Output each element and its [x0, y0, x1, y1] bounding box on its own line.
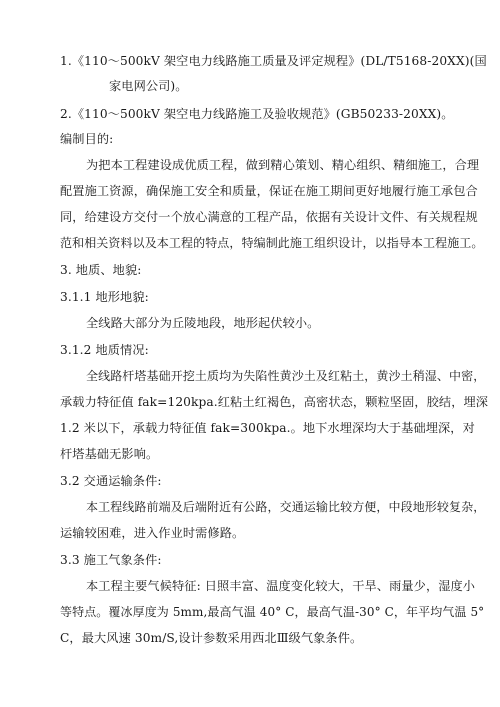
purpose-paragraph-line-1: 为把本工程建设成优质工程，做到精心策划、精心组织、精细施工，合理 — [86, 158, 480, 172]
purpose-paragraph-line-4: 范和相关资料以及本工程的特点，特编制此施工组织设计，以指导本工程施工。 — [60, 236, 484, 250]
section-3-2-heading: 3.2 交通运输条件: — [60, 474, 162, 488]
purpose-paragraph-line-2: 配置施工资源，确保施工安全和质量，保证在施工期间更好地履行施工承包合 — [60, 184, 478, 198]
section-3-heading: 3. 地质、地貌: — [60, 263, 142, 277]
reference-2: 2.《110～500kV 架空电力线路施工及验收规范》(GB50233-20XX)。 — [60, 107, 454, 121]
section-3-1-2-heading: 3.1.2 地质情况: — [60, 343, 149, 357]
purpose-paragraph-line-3: 同，给建设方交付一个放心满意的工程产品，依据有关设计文件、有关规程规 — [60, 210, 478, 224]
reference-1-line-2: 家电网公司)。 — [109, 79, 188, 93]
section-3-1-1-heading: 3.1.1 地形地貌: — [60, 290, 149, 304]
section-3-3-line-1: 本工程主要气候特征: 日照丰富、温度变化较大，干旱、雨量少，湿度小 — [86, 579, 476, 593]
reference-1-line-1: 1.《110～500kV 架空电力线路施工质量及评定规程》(DL/T5168-20XX)(国 — [60, 54, 487, 68]
section-3-2-line-2: 运输较困难，进入作业时需修路。 — [60, 526, 245, 540]
section-3-3-line-3: C，最大风速 30m/S,设计参数采用西北Ⅲ级气象条件。 — [60, 631, 363, 645]
section-3-1-1-text: 全线路大部分为丘陵地段，地形起伏较小。 — [86, 316, 320, 330]
section-3-1-2-line-1: 全线路杆塔基础开挖土质均为失陷性黄沙土及红粘土，黄沙土稍湿、中密， — [86, 369, 486, 383]
section-3-1-2-line-2: 承载力特征值 fak=120kpa.红粘土红褐色，高密状态，颗粒坚固，胶结，埋深 — [60, 395, 489, 409]
section-3-3-heading: 3.3 施工气象条件: — [60, 553, 162, 567]
section-3-1-2-line-3: 1.2 米以下，承载力特征值 fak=300kpa.。地下水埋深均大于基础埋深，对 — [60, 421, 475, 435]
purpose-heading: 编制目的: — [60, 132, 114, 146]
section-3-2-line-1: 本工程线路前端及后端附近有公路，交通运输比较方便，中段地形较复杂， — [86, 500, 486, 514]
section-3-1-2-line-4: 杆塔基础无影响。 — [60, 447, 159, 461]
section-3-3-line-2: 等特点。覆冰厚度为 5mm,最高气温 40° C，最高气温-30° C，年平均气温 5° — [60, 605, 485, 619]
